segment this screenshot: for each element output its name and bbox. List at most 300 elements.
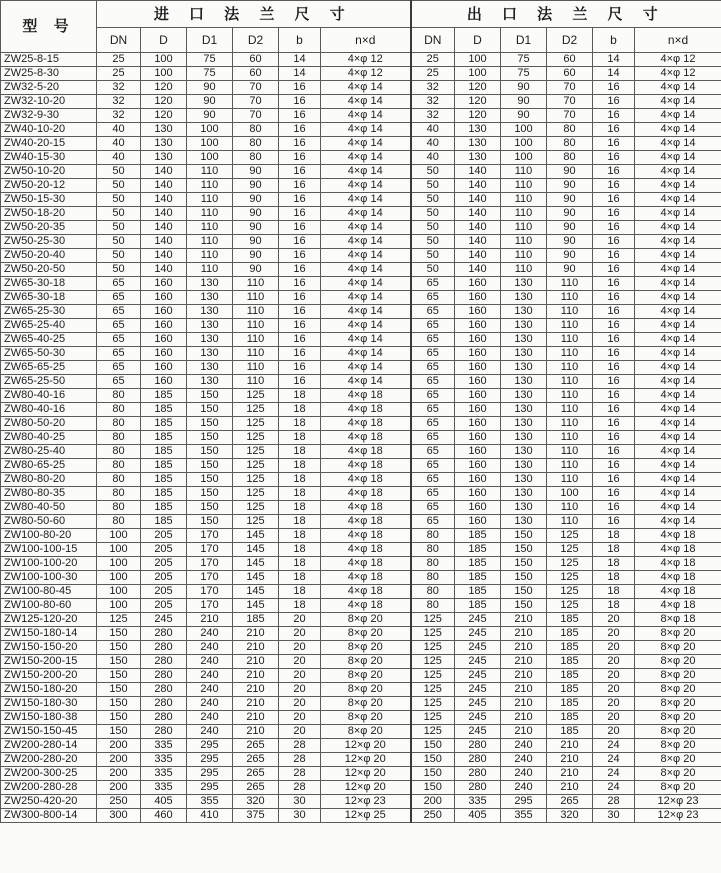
inlet-d2-cell: 125 [233,445,279,459]
inlet-d-cell: 205 [141,585,187,599]
outlet-dn-cell: 50 [411,235,455,249]
inlet-nxd-cell: 8×φ 20 [321,655,411,669]
outlet-d2-cell: 210 [547,739,593,753]
inlet-dn-cell: 32 [97,81,141,95]
inlet-b-cell: 18 [279,543,321,557]
inlet-nxd-cell: 8×φ 20 [321,669,411,683]
inlet-nxd-cell: 4×φ 18 [321,431,411,445]
outlet-nxd-cell: 8×φ 20 [635,725,721,739]
outlet-nxd-cell: 8×φ 20 [635,669,721,683]
outlet-b-cell: 16 [593,123,635,137]
outlet-dn-cell: 125 [411,711,455,725]
table-row [1,179,721,193]
inlet-nxd-cell: 4×φ 18 [321,599,411,613]
table-row [1,221,721,235]
model-cell: ZW65-50-30 [1,347,97,361]
inlet-d1-cell: 130 [187,319,233,333]
inlet-d1-header: D1 [187,28,233,53]
inlet-d2-cell: 125 [233,515,279,529]
outlet-nxd-cell: 4×φ 14 [635,473,721,487]
inlet-b-cell: 28 [279,767,321,781]
inlet-d2-cell: 60 [233,53,279,67]
inlet-d2-cell: 90 [233,263,279,277]
table-row [1,165,721,179]
outlet-nxd-cell: 4×φ 14 [635,431,721,445]
inlet-b-cell: 16 [279,361,321,375]
outlet-b-cell: 18 [593,571,635,585]
outlet-dn-cell: 65 [411,459,455,473]
inlet-d1-cell: 110 [187,179,233,193]
outlet-d2-cell: 125 [547,529,593,543]
outlet-nxd-cell: 12×φ 23 [635,795,721,809]
model-cell: ZW100-100-30 [1,571,97,585]
outlet-nxd-cell: 4×φ 18 [635,557,721,571]
outlet-d-cell: 160 [455,375,501,389]
model-cell: ZW150-180-38 [1,711,97,725]
outlet-d-cell: 280 [455,739,501,753]
inlet-d1-cell: 110 [187,263,233,277]
outlet-nxd-cell: 4×φ 14 [635,193,721,207]
table-row [1,697,721,711]
model-cell: ZW200-280-14 [1,739,97,753]
outlet-nxd-cell: 8×φ 20 [635,739,721,753]
inlet-d1-cell: 130 [187,305,233,319]
outlet-d1-cell: 240 [501,767,547,781]
outlet-dn-cell: 65 [411,277,455,291]
outlet-d2-cell: 80 [547,137,593,151]
outlet-dn-cell: 50 [411,207,455,221]
inlet-d1-cell: 210 [187,613,233,627]
outlet-b-cell: 16 [593,263,635,277]
outlet-d-cell: 160 [455,459,501,473]
inlet-b-cell: 16 [279,263,321,277]
outlet-d2-cell: 90 [547,235,593,249]
table-row [1,767,721,781]
inlet-d-cell: 185 [141,417,187,431]
inlet-dn-cell: 200 [97,781,141,795]
inlet-d1-cell: 75 [187,67,233,81]
inlet-d-cell: 160 [141,277,187,291]
outlet-dn-cell: 50 [411,179,455,193]
table-row [1,277,721,291]
outlet-b-cell: 16 [593,109,635,123]
inlet-dn-cell: 80 [97,487,141,501]
outlet-d2-cell: 185 [547,669,593,683]
inlet-d-cell: 160 [141,375,187,389]
outlet-dn-cell: 65 [411,515,455,529]
inlet-d-cell: 280 [141,641,187,655]
outlet-nxd-cell: 4×φ 12 [635,53,721,67]
model-cell: ZW80-40-16 [1,389,97,403]
inlet-dn-cell: 65 [97,375,141,389]
inlet-dn-cell: 80 [97,473,141,487]
outlet-nxd-cell: 8×φ 20 [635,697,721,711]
inlet-dn-cell: 32 [97,95,141,109]
outlet-d1-cell: 130 [501,473,547,487]
inlet-nxd-cell: 4×φ 14 [321,109,411,123]
inlet-d2-cell: 145 [233,543,279,557]
table-row [1,207,721,221]
outlet-dn-cell: 250 [411,809,455,823]
inlet-dn-cell: 300 [97,809,141,823]
model-cell: ZW50-20-35 [1,221,97,235]
outlet-d1-cell: 130 [501,319,547,333]
outlet-d1-cell: 130 [501,403,547,417]
outlet-d-cell: 245 [455,655,501,669]
outlet-d-cell: 160 [455,389,501,403]
outlet-d-cell: 245 [455,697,501,711]
inlet-nxd-cell: 4×φ 14 [321,235,411,249]
outlet-dn-cell: 50 [411,165,455,179]
inlet-d1-cell: 150 [187,431,233,445]
outlet-b-cell: 16 [593,305,635,319]
outlet-d1-cell: 150 [501,543,547,557]
outlet-nxd-cell: 4×φ 14 [635,109,721,123]
inlet-d2-cell: 125 [233,431,279,445]
inlet-dn-cell: 25 [97,53,141,67]
inlet-d-cell: 185 [141,431,187,445]
inlet-d2-cell: 265 [233,753,279,767]
inlet-dn-cell: 40 [97,123,141,137]
inlet-d2-cell: 210 [233,711,279,725]
table-row [1,67,721,81]
inlet-nxd-cell: 4×φ 18 [321,557,411,571]
model-cell: ZW40-15-30 [1,151,97,165]
outlet-dn-cell: 125 [411,697,455,711]
outlet-dn-cell: 50 [411,193,455,207]
outlet-dn-cell: 125 [411,641,455,655]
outlet-d2-cell: 185 [547,697,593,711]
inlet-d1-cell: 110 [187,207,233,221]
inlet-d-cell: 185 [141,389,187,403]
outlet-d-cell: 245 [455,725,501,739]
outlet-dn-cell: 40 [411,137,455,151]
outlet-dn-cell: 32 [411,95,455,109]
table-row [1,459,721,473]
outlet-nxd-cell: 4×φ 14 [635,319,721,333]
table-row [1,739,721,753]
inlet-d-cell: 280 [141,669,187,683]
outlet-dn-cell: 25 [411,67,455,81]
inlet-d1-cell: 100 [187,137,233,151]
outlet-dn-cell: 65 [411,403,455,417]
outlet-b-cell: 16 [593,445,635,459]
inlet-dn-cell: 150 [97,711,141,725]
outlet-b-cell: 16 [593,151,635,165]
outlet-nxd-cell: 4×φ 14 [635,235,721,249]
table-row [1,473,721,487]
outlet-nxd-cell: 4×φ 14 [635,291,721,305]
inlet-nxd-cell: 4×φ 14 [321,151,411,165]
outlet-nxd-cell: 4×φ 14 [635,305,721,319]
inlet-dn-cell: 65 [97,305,141,319]
outlet-b-cell: 20 [593,669,635,683]
inlet-nxd-cell: 4×φ 14 [321,277,411,291]
outlet-d2-cell: 90 [547,179,593,193]
model-cell: ZW80-80-35 [1,487,97,501]
outlet-d-cell: 280 [455,781,501,795]
outlet-d1-cell: 75 [501,53,547,67]
inlet-b-cell: 16 [279,137,321,151]
outlet-d-cell: 185 [455,599,501,613]
inlet-nxd-cell: 8×φ 20 [321,697,411,711]
outlet-nxd-cell: 4×φ 14 [635,375,721,389]
inlet-d-cell: 280 [141,627,187,641]
outlet-d-cell: 140 [455,221,501,235]
inlet-nxd-cell: 4×φ 14 [321,207,411,221]
model-cell: ZW80-40-16 [1,403,97,417]
outlet-d1-cell: 130 [501,277,547,291]
inlet-d2-cell: 80 [233,137,279,151]
outlet-dn-cell: 40 [411,123,455,137]
outlet-dn-cell: 50 [411,221,455,235]
inlet-d2-cell: 125 [233,403,279,417]
inlet-nxd-cell: 4×φ 18 [321,487,411,501]
model-cell: ZW80-40-50 [1,501,97,515]
outlet-d-cell: 100 [455,53,501,67]
table-row [1,501,721,515]
outlet-d1-cell: 100 [501,123,547,137]
outlet-nxd-cell: 4×φ 14 [635,207,721,221]
outlet-nxd-cell: 4×φ 12 [635,67,721,81]
outlet-nxd-cell: 4×φ 14 [635,501,721,515]
inlet-dn-cell: 150 [97,641,141,655]
outlet-d1-cell: 210 [501,641,547,655]
inlet-dn-cell: 80 [97,417,141,431]
table-row [1,781,721,795]
outlet-nxd-cell: 4×φ 14 [635,347,721,361]
outlet-d-cell: 245 [455,711,501,725]
outlet-d1-cell: 110 [501,207,547,221]
outlet-d2-cell: 90 [547,165,593,179]
model-cell: ZW80-50-60 [1,515,97,529]
outlet-d-cell: 130 [455,123,501,137]
outlet-d-cell: 280 [455,753,501,767]
inlet-b-cell: 18 [279,445,321,459]
outlet-nxd-cell: 4×φ 14 [635,179,721,193]
inlet-b-cell: 16 [279,207,321,221]
outlet-b-cell: 20 [593,711,635,725]
outlet-d-cell: 185 [455,557,501,571]
inlet-nxd-cell: 4×φ 14 [321,263,411,277]
inlet-nxd-cell: 12×φ 20 [321,781,411,795]
inlet-dn-cell: 50 [97,207,141,221]
outlet-d2-cell: 185 [547,725,593,739]
outlet-d2-cell: 110 [547,431,593,445]
inlet-nxd-cell: 4×φ 18 [321,543,411,557]
table-row [1,151,721,165]
outlet-d2-cell: 185 [547,627,593,641]
table-row [1,53,721,67]
outlet-b-cell: 16 [593,179,635,193]
inlet-nxd-cell: 4×φ 14 [321,165,411,179]
outlet-b-cell: 20 [593,697,635,711]
model-cell: ZW25-8-30 [1,67,97,81]
inlet-d1-cell: 240 [187,627,233,641]
outlet-d2-cell: 110 [547,291,593,305]
inlet-d-cell: 160 [141,361,187,375]
outlet-d1-cell: 130 [501,445,547,459]
outlet-d2-cell: 110 [547,375,593,389]
inlet-d-cell: 460 [141,809,187,823]
inlet-d-cell: 140 [141,165,187,179]
inlet-d1-cell: 240 [187,725,233,739]
inlet-nxd-cell: 8×φ 20 [321,711,411,725]
outlet-d-cell: 185 [455,543,501,557]
inlet-d-cell: 280 [141,711,187,725]
model-cell: ZW50-15-30 [1,193,97,207]
model-cell: ZW100-80-45 [1,585,97,599]
outlet-d2-cell: 185 [547,641,593,655]
inlet-b-cell: 18 [279,515,321,529]
inlet-dn-cell: 80 [97,459,141,473]
inlet-d2-cell: 70 [233,81,279,95]
outlet-d2-cell: 125 [547,585,593,599]
inlet-b-cell: 18 [279,389,321,403]
outlet-b-cell: 18 [593,557,635,571]
inlet-nxd-cell: 4×φ 14 [321,347,411,361]
outlet-b-cell: 18 [593,599,635,613]
outlet-d-cell: 140 [455,193,501,207]
inlet-b-cell: 18 [279,557,321,571]
outlet-d-cell: 160 [455,445,501,459]
outlet-nxd-cell: 8×φ 20 [635,781,721,795]
model-column-header: 型 号 [1,1,97,53]
outlet-nxd-cell: 8×φ 20 [635,683,721,697]
outlet-nxd-cell: 8×φ 20 [635,711,721,725]
inlet-d-cell: 140 [141,193,187,207]
inlet-d1-cell: 130 [187,347,233,361]
inlet-d1-cell: 130 [187,277,233,291]
outlet-d1-cell: 110 [501,221,547,235]
outlet-b-cell: 16 [593,333,635,347]
outlet-d2-cell: 110 [547,417,593,431]
table-row [1,669,721,683]
inlet-d1-cell: 150 [187,403,233,417]
inlet-b-cell: 20 [279,655,321,669]
outlet-d2-cell: 210 [547,753,593,767]
outlet-nxd-header: n×d [635,28,721,53]
outlet-b-cell: 28 [593,795,635,809]
inlet-d-cell: 205 [141,571,187,585]
outlet-d2-cell: 125 [547,557,593,571]
outlet-nxd-cell: 4×φ 18 [635,571,721,585]
inlet-d1-cell: 90 [187,95,233,109]
inlet-b-header: b [279,28,321,53]
table-row [1,235,721,249]
inlet-d1-cell: 130 [187,333,233,347]
outlet-d1-cell: 210 [501,725,547,739]
inlet-b-cell: 18 [279,571,321,585]
outlet-nxd-cell: 4×φ 14 [635,95,721,109]
inlet-nxd-cell: 4×φ 14 [321,361,411,375]
inlet-d2-cell: 110 [233,291,279,305]
outlet-d1-cell: 355 [501,809,547,823]
inlet-b-cell: 18 [279,431,321,445]
inlet-b-cell: 14 [279,67,321,81]
model-cell: ZW32-10-20 [1,95,97,109]
outlet-dn-cell: 65 [411,445,455,459]
inlet-d2-cell: 210 [233,641,279,655]
outlet-dn-cell: 25 [411,53,455,67]
inlet-d-cell: 335 [141,739,187,753]
table-row [1,347,721,361]
inlet-dn-header: DN [97,28,141,53]
outlet-d-cell: 405 [455,809,501,823]
outlet-b-cell: 16 [593,81,635,95]
inlet-nxd-cell: 4×φ 18 [321,515,411,529]
outlet-d2-cell: 100 [547,487,593,501]
inlet-d2-cell: 145 [233,529,279,543]
outlet-d2-cell: 90 [547,193,593,207]
table-row [1,95,721,109]
table-row [1,529,721,543]
inlet-d2-cell: 110 [233,319,279,333]
outlet-dn-cell: 150 [411,781,455,795]
inlet-dn-cell: 100 [97,543,141,557]
outlet-d1-cell: 100 [501,137,547,151]
outlet-b-cell: 16 [593,417,635,431]
inlet-d2-cell: 110 [233,305,279,319]
outlet-nxd-cell: 4×φ 14 [635,137,721,151]
outlet-d-cell: 160 [455,403,501,417]
outlet-b-cell: 16 [593,235,635,249]
model-cell: ZW100-80-60 [1,599,97,613]
model-cell: ZW65-30-18 [1,291,97,305]
outlet-b-cell: 24 [593,767,635,781]
inlet-d1-cell: 240 [187,711,233,725]
outlet-d1-cell: 110 [501,179,547,193]
inlet-dn-cell: 50 [97,263,141,277]
outlet-d2-cell: 110 [547,473,593,487]
outlet-d2-cell: 110 [547,389,593,403]
table-row [1,753,721,767]
inlet-d-cell: 140 [141,235,187,249]
outlet-b-cell: 18 [593,543,635,557]
outlet-d2-cell: 90 [547,263,593,277]
model-cell: ZW50-20-12 [1,179,97,193]
outlet-dn-cell: 80 [411,599,455,613]
inlet-dn-cell: 100 [97,529,141,543]
outlet-nxd-cell: 4×φ 14 [635,445,721,459]
inlet-d1-cell: 90 [187,81,233,95]
outlet-dn-cell: 50 [411,263,455,277]
outlet-dn-cell: 80 [411,557,455,571]
outlet-dn-cell: 80 [411,529,455,543]
model-cell: ZW200-280-28 [1,781,97,795]
inlet-dn-cell: 65 [97,333,141,347]
inlet-d1-cell: 355 [187,795,233,809]
outlet-d2-cell: 90 [547,221,593,235]
outlet-nxd-cell: 8×φ 20 [635,655,721,669]
outlet-d1-cell: 100 [501,151,547,165]
inlet-d2-cell: 90 [233,235,279,249]
outlet-b-cell: 16 [593,319,635,333]
model-cell: ZW80-80-20 [1,473,97,487]
outlet-b-cell: 16 [593,291,635,305]
model-cell: ZW100-100-20 [1,557,97,571]
inlet-b-cell: 16 [279,165,321,179]
inlet-dn-cell: 150 [97,669,141,683]
outlet-b-cell: 24 [593,781,635,795]
outlet-nxd-cell: 4×φ 14 [635,151,721,165]
outlet-dn-cell: 65 [411,431,455,445]
inlet-d1-cell: 75 [187,53,233,67]
outlet-d2-cell: 80 [547,123,593,137]
inlet-b-cell: 20 [279,711,321,725]
model-cell: ZW100-100-15 [1,543,97,557]
outlet-d-cell: 185 [455,571,501,585]
